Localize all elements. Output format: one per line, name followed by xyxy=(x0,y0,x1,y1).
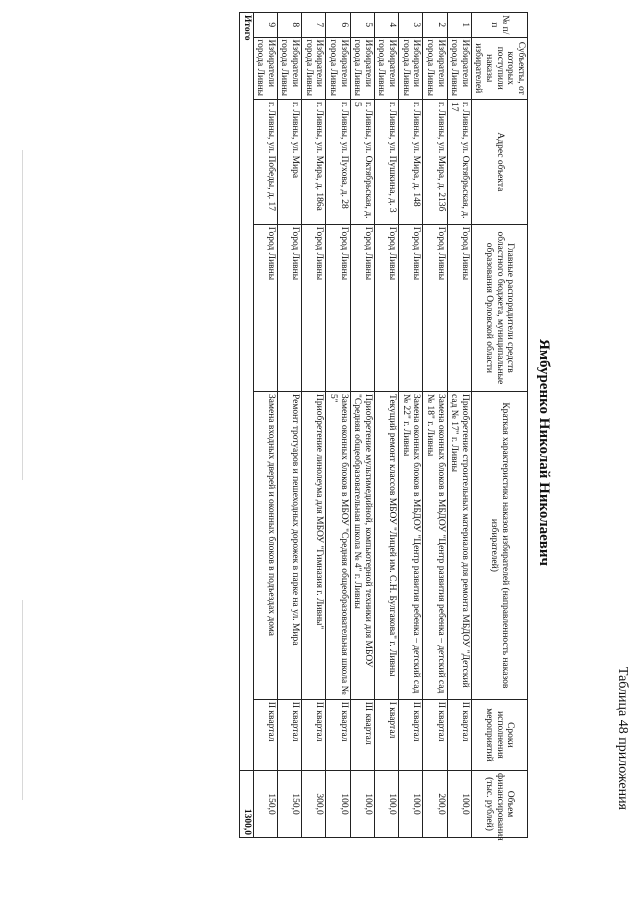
cell-deadline: II квартал xyxy=(399,699,423,770)
total-amount: 1300,0 xyxy=(240,771,254,838)
cell-manager: Город Ливны xyxy=(399,224,423,391)
cell-subject: Избиратели города Ливны xyxy=(374,37,398,99)
cell-deadline: II квартал xyxy=(423,699,447,770)
cell-deadline: II квартал xyxy=(302,699,326,770)
table-row xyxy=(447,13,471,838)
table-row xyxy=(374,13,398,838)
cell-description: Приобретение линолеума для МБОУ "Гимназия г. Ливны" xyxy=(302,392,326,700)
cell-manager: Город Ливны xyxy=(447,224,471,391)
cell-description: Приобретение строительных материалов для ремонта МБДОУ "Детский сад № 17" г. Ливны xyxy=(447,392,471,700)
cell-num: 4 xyxy=(374,13,398,38)
cell-subject: Избиратели города Ливны xyxy=(326,37,350,99)
cell-description: Замена оконных блоков в МБДОУ "Центр развития ребенка – детский сад № 22" г. Ливны xyxy=(399,392,423,700)
cell-manager: Город Ливны xyxy=(253,224,277,391)
cell-amount: 150,0 xyxy=(277,771,301,838)
cell-description: Приобретение мультимедийной, компьютерной техники для МБОУ "Средняя общеобразовательная школа № 4" г. Ливны xyxy=(350,392,374,700)
cell-address: г. Ливны, ул. Победы, д. 17 xyxy=(253,99,277,224)
cell-address: г. Ливны, ул. Мира, д. 213б xyxy=(423,99,447,224)
cell-num: 6 xyxy=(326,13,350,38)
cell-address: г. Ливны, ул. Пушкина, д. 3 xyxy=(374,99,398,224)
cell-subject: Избиратели города Ливны xyxy=(423,37,447,99)
total-row xyxy=(240,13,254,838)
cell-deadline: II квартал xyxy=(326,699,350,770)
cell-deadline: II квартал xyxy=(447,699,471,770)
table-row xyxy=(350,13,374,838)
cell-amount: 100,0 xyxy=(374,771,398,838)
cell-amount: 100,0 xyxy=(326,771,350,838)
cell-manager: Город Ливны xyxy=(326,224,350,391)
cell-manager: Город Ливны xyxy=(374,224,398,391)
cell-amount: 150,0 xyxy=(253,771,277,838)
table-row xyxy=(253,13,277,838)
cell-subject: Избиратели города Ливны xyxy=(277,37,301,99)
cell-num: 2 xyxy=(423,13,447,38)
cell-deadline: III квартал xyxy=(350,699,374,770)
table-row xyxy=(399,13,423,838)
cell-description: Замена оконных блоков в МБДОУ "Центр развития ребенка – детский сад № 18" г. Ливны xyxy=(423,392,447,700)
header-description: Краткая характеристика наказов избирателей (направленность наказов избирателей) xyxy=(471,392,527,700)
cell-num: 1 xyxy=(447,13,471,38)
cell-amount: 100,0 xyxy=(350,771,374,838)
deputy-name: Ямбуренко Николай Николаевич xyxy=(536,338,552,566)
table-row xyxy=(277,13,301,838)
cell-address: г. Ливны, ул. Мира xyxy=(277,99,301,224)
table-header-row xyxy=(471,13,527,838)
cell-description: Текущий ремонт классов МБОУ "Лицей им. С.Н. Булгакова" г. Ливны xyxy=(374,392,398,700)
cell-subject: Избиратели города Ливны xyxy=(350,37,374,99)
table-row xyxy=(326,13,350,838)
cell-num: 5 xyxy=(350,13,374,38)
cell-address: г. Ливны, ул. Октябрьская, д. 17 xyxy=(447,99,471,224)
total-label: Итого xyxy=(240,13,254,771)
cell-description: Ремонт тротуаров и пешеходных дорожек в парке на ул. Мира xyxy=(277,392,301,700)
cell-amount: 200,0 xyxy=(423,771,447,838)
cell-address: г. Ливны, ул. Мира, д. 186а xyxy=(302,99,326,224)
table-row xyxy=(423,13,447,838)
cell-address: г. Ливны, ул. Октябрьская, д. 5 xyxy=(350,99,374,224)
cell-num: 9 xyxy=(253,13,277,38)
cell-num: 7 xyxy=(302,13,326,38)
header-num: № п/п xyxy=(471,13,527,38)
table-label: Таблица 48 приложения xyxy=(615,666,630,810)
voter-mandates-table xyxy=(239,12,528,841)
cell-amount: 300,0 xyxy=(302,771,326,838)
header-deadline: Сроки исполнения мероприятий xyxy=(471,699,527,770)
cell-description: Замена входных дверей и оконных блоков в подъездах дома xyxy=(253,392,277,700)
cell-deadline: II квартал xyxy=(277,699,301,770)
cell-amount: 100,0 xyxy=(399,771,423,838)
cell-num: 8 xyxy=(277,13,301,38)
table-row xyxy=(302,13,326,838)
cell-deadline: II квартал xyxy=(253,699,277,770)
cell-manager: Город Ливны xyxy=(423,224,447,391)
cell-subject: Избиратели города Ливны xyxy=(302,37,326,99)
cell-num: 3 xyxy=(399,13,423,38)
cell-address: г. Ливны, ул. Пухова, д. 28 xyxy=(326,99,350,224)
cell-manager: Город Ливны xyxy=(302,224,326,391)
cell-description: Замена оконных блоков в МБОУ "Средняя общеобразовательная школа № 5" xyxy=(326,392,350,700)
cell-manager: Город Ливны xyxy=(277,224,301,391)
cell-subject: Избиратели города Ливны xyxy=(253,37,277,99)
header-address: Адрес объекта xyxy=(471,99,527,224)
cell-manager: Город Ливны xyxy=(350,224,374,391)
cell-subject: Избиратели города Ливны xyxy=(447,37,471,99)
header-amount: Объем финансирования (тыс. рублей) xyxy=(471,771,527,838)
header-subject: Субъекты, от которых поступили наказы избирателей xyxy=(471,37,527,99)
cell-amount: 100,0 xyxy=(447,771,471,838)
cell-subject: Избиратели города Ливны xyxy=(399,37,423,99)
header-manager: Главные распорядители средств областного бюджета, муниципальные образования Орловской области xyxy=(471,224,527,391)
cell-address: г. Ливны, ул. Мира, д. 148 xyxy=(399,99,423,224)
cell-deadline: I квартал xyxy=(374,699,398,770)
